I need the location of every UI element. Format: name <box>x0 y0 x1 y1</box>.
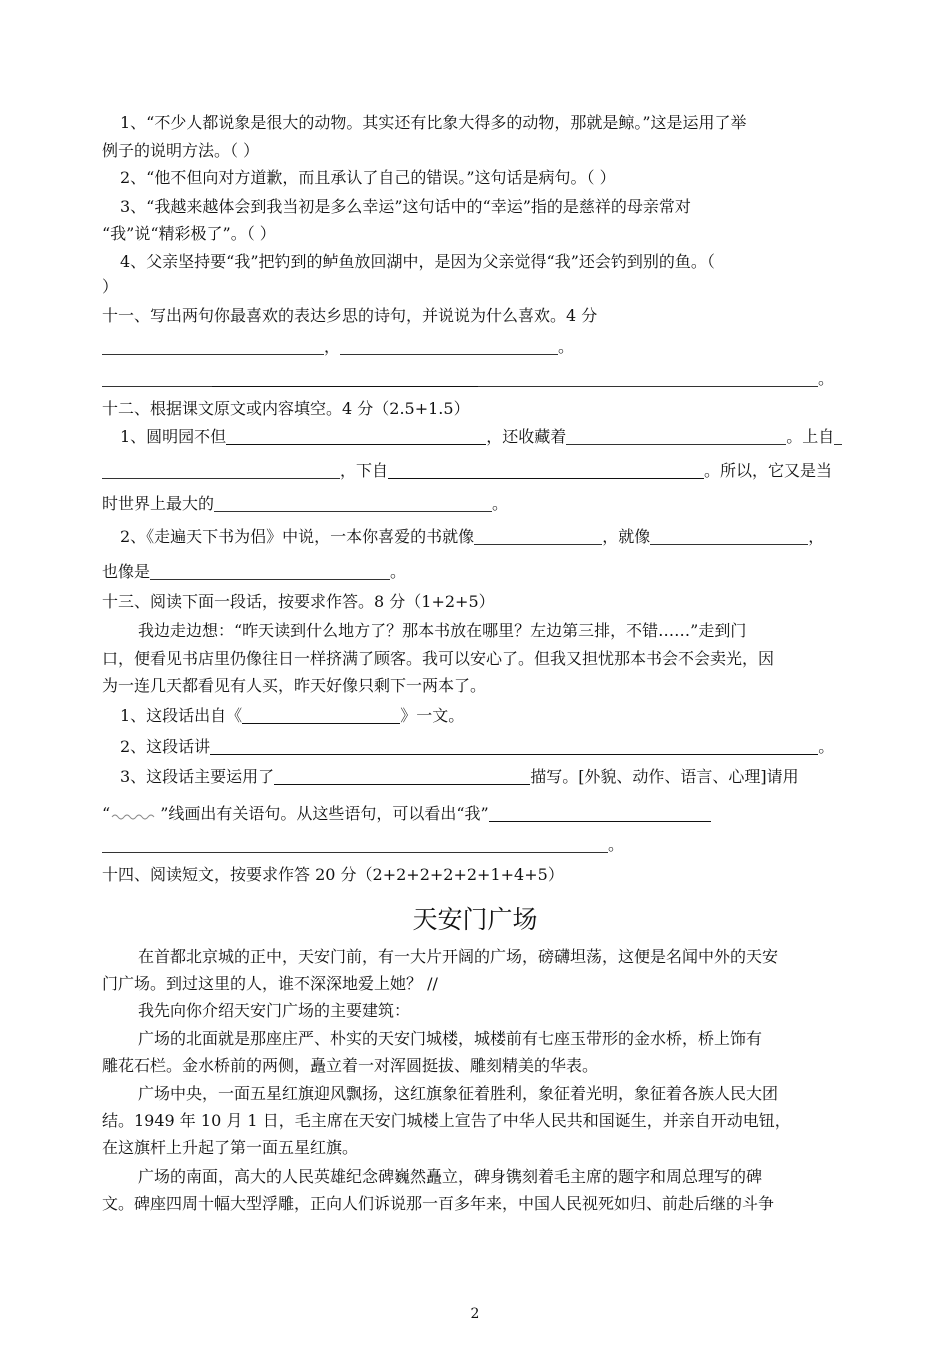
answer-blank[interactable] <box>102 462 340 479</box>
section-14-title: 十四、阅读短文，按要求作答 20 分（2+2+2+2+2+1+4+5） <box>102 865 564 884</box>
answer-blank[interactable] <box>150 563 390 580</box>
article-line: 在这旗杆上升起了第一面五星红旗。 <box>102 1138 359 1157</box>
answer-blank[interactable] <box>478 370 818 387</box>
answer-blank[interactable] <box>489 805 711 822</box>
text: 。 <box>390 562 407 581</box>
period: 。 <box>558 337 575 356</box>
article-line: 广场的北面就是那座庄严、朴实的天安门城楼，城楼前有七座玉带形的金水桥，桥上饰有 <box>138 1029 763 1048</box>
text: 时世界上最大的 <box>102 494 215 513</box>
answer-blank[interactable] <box>226 428 486 445</box>
answer-blank[interactable] <box>474 528 602 545</box>
answer-blank[interactable] <box>650 528 808 545</box>
section-11-answer-line-1 <box>102 336 852 358</box>
section-13-q3-line-1 <box>102 766 870 788</box>
answer-blank[interactable] <box>566 428 786 445</box>
text: “ <box>102 804 111 823</box>
article-line: 结。1949 年 10 月 1 日，毛主席在天安门城楼上宣告了中华人民共和国诞生，并亲自开动电钮， <box>102 1111 791 1130</box>
section-12-title: 十二、根据课文原文或内容填空。4 分（2.5+1.5） <box>102 399 470 418</box>
text: ，下自 <box>340 461 389 480</box>
answer-blank[interactable] <box>340 338 558 355</box>
period: 。 <box>818 369 835 388</box>
section-13-q3-line-2 <box>102 803 852 825</box>
section-13-title: 十三、阅读下面一段话，按要求作答。8 分（1+2+5） <box>102 592 495 611</box>
article-line: 门广场。到过这里的人，谁不深深地爱上她？ // <box>102 974 438 993</box>
answer-blank[interactable] <box>834 428 842 445</box>
article-line: 广场的南面，高大的人民英雄纪念碑巍然矗立，碑身镌刻着毛主席的题字和周总理写的碑 <box>138 1167 763 1186</box>
article-line: 雕花石栏。金水桥前的两侧，矗立着一对浑圆挺拔、雕刻精美的华表。 <box>102 1056 599 1075</box>
article-title: 天安门广场 <box>412 905 538 934</box>
text: 也像是 <box>102 562 151 581</box>
section-13-q1 <box>102 705 870 727</box>
text: 1、这段话出自《 <box>120 706 243 725</box>
answer-blank[interactable] <box>210 738 818 755</box>
text: ， <box>808 527 825 546</box>
page-number: 2 <box>470 1306 480 1322</box>
section-12-q1-line-1 <box>102 426 870 448</box>
text: 2、这段话讲 <box>120 737 211 756</box>
tf-question-3-line-1: 3、“我越来越体会到我当初是多么幸运”这句话中的“幸运”指的是慈祥的母亲常对 <box>120 197 691 216</box>
section-13-q3-line-3 <box>102 834 852 856</box>
text: 。 <box>818 737 835 756</box>
text: 。所以，它又是当 <box>704 461 833 480</box>
answer-blank[interactable] <box>102 836 608 853</box>
comma: ， <box>324 337 341 356</box>
article-line: 我先向你介绍天安门广场的主要建筑： <box>138 1001 411 1020</box>
answer-blank[interactable] <box>274 768 530 785</box>
section-11-title: 十一、写出两句你最喜欢的表达乡思的诗句，并说说为什么喜欢。4 分 <box>102 306 598 325</box>
article-line: 在首都北京城的正中，天安门前，有一大片开阔的广场，磅礴坦荡，这便是名闻中外的天安 <box>138 947 779 966</box>
text: 1、圆明园不但 <box>120 427 227 446</box>
tf-question-2: 2、“他不但向对方道歉，而且承认了自己的错误。”这句话是病句。（ ） <box>120 168 616 187</box>
section-12-q2-line-2 <box>102 561 852 583</box>
wavy-underline-icon <box>110 811 160 821</box>
tf-question-3-line-2: “我”说“精彩极了”。（ ） <box>102 224 276 243</box>
article-line: 文。碑座四周十幅大型浮雕，正向人们诉说那一百多年来，中国人民视死如归、前赴后继的斗争 <box>102 1194 775 1213</box>
text: 描写。[外貌、动作、语言、心理]请用 <box>530 767 799 786</box>
text: 》一文。 <box>400 706 465 725</box>
section-12-q2-line-1 <box>102 526 870 548</box>
answer-blank[interactable] <box>102 370 212 387</box>
answer-blank[interactable] <box>242 707 400 724</box>
section-12-q1-line-2 <box>102 460 852 482</box>
tf-question-1-line-2: 例子的说明方法。（ ） <box>102 141 260 160</box>
answer-blank[interactable] <box>102 338 324 355</box>
article-line: 广场中央，一面五星红旗迎风飘扬，这红旗象征着胜利，象征着光明，象征着各族人民大团 <box>138 1084 779 1103</box>
text: ，就像 <box>602 527 651 546</box>
text: 。 <box>608 835 625 854</box>
answer-blank[interactable] <box>388 462 704 479</box>
section-11-answer-line-2 <box>102 368 852 390</box>
section-13-q2 <box>102 736 870 758</box>
passage-line: 我边走边想：“昨天读到什么地方了？那本书放在哪里？左边第三排，不错……”走到门 <box>138 621 747 640</box>
tf-question-4-line-2: ） <box>102 277 119 296</box>
text: ，还收藏着 <box>486 427 567 446</box>
text: 。 <box>492 494 509 513</box>
answer-blank[interactable] <box>214 495 492 512</box>
text: 2、《走遍天下书为侣》中说，一本你喜爱的书就像 <box>120 527 475 546</box>
passage-line: 为一连几天都看见有人买，昨天好像只剩下一两本了。 <box>102 676 487 695</box>
text: 。上自 <box>786 427 835 446</box>
section-12-q1-line-3 <box>102 493 852 515</box>
tf-question-4-line-1: 4、父亲坚持要“我”把钓到的鲈鱼放回湖中，是因为父亲觉得“我”还会钓到别的鱼。（ <box>120 252 715 271</box>
text: 3、这段话主要运用了 <box>120 767 275 786</box>
text: ”线画出有关语句。从这些语句，可以看出“我” <box>160 804 489 823</box>
answer-blank[interactable] <box>212 370 478 387</box>
passage-line: 口，便看见书店里仍像往日一样挤满了顾客。我可以安心了。但我又担忧那本书会不会卖光，因 <box>102 649 775 668</box>
tf-question-1-line-1: 1、“不少人都说象是很大的动物。其实还有比象大得多的动物，那就是鲸。”这是运用了举 <box>120 113 747 132</box>
